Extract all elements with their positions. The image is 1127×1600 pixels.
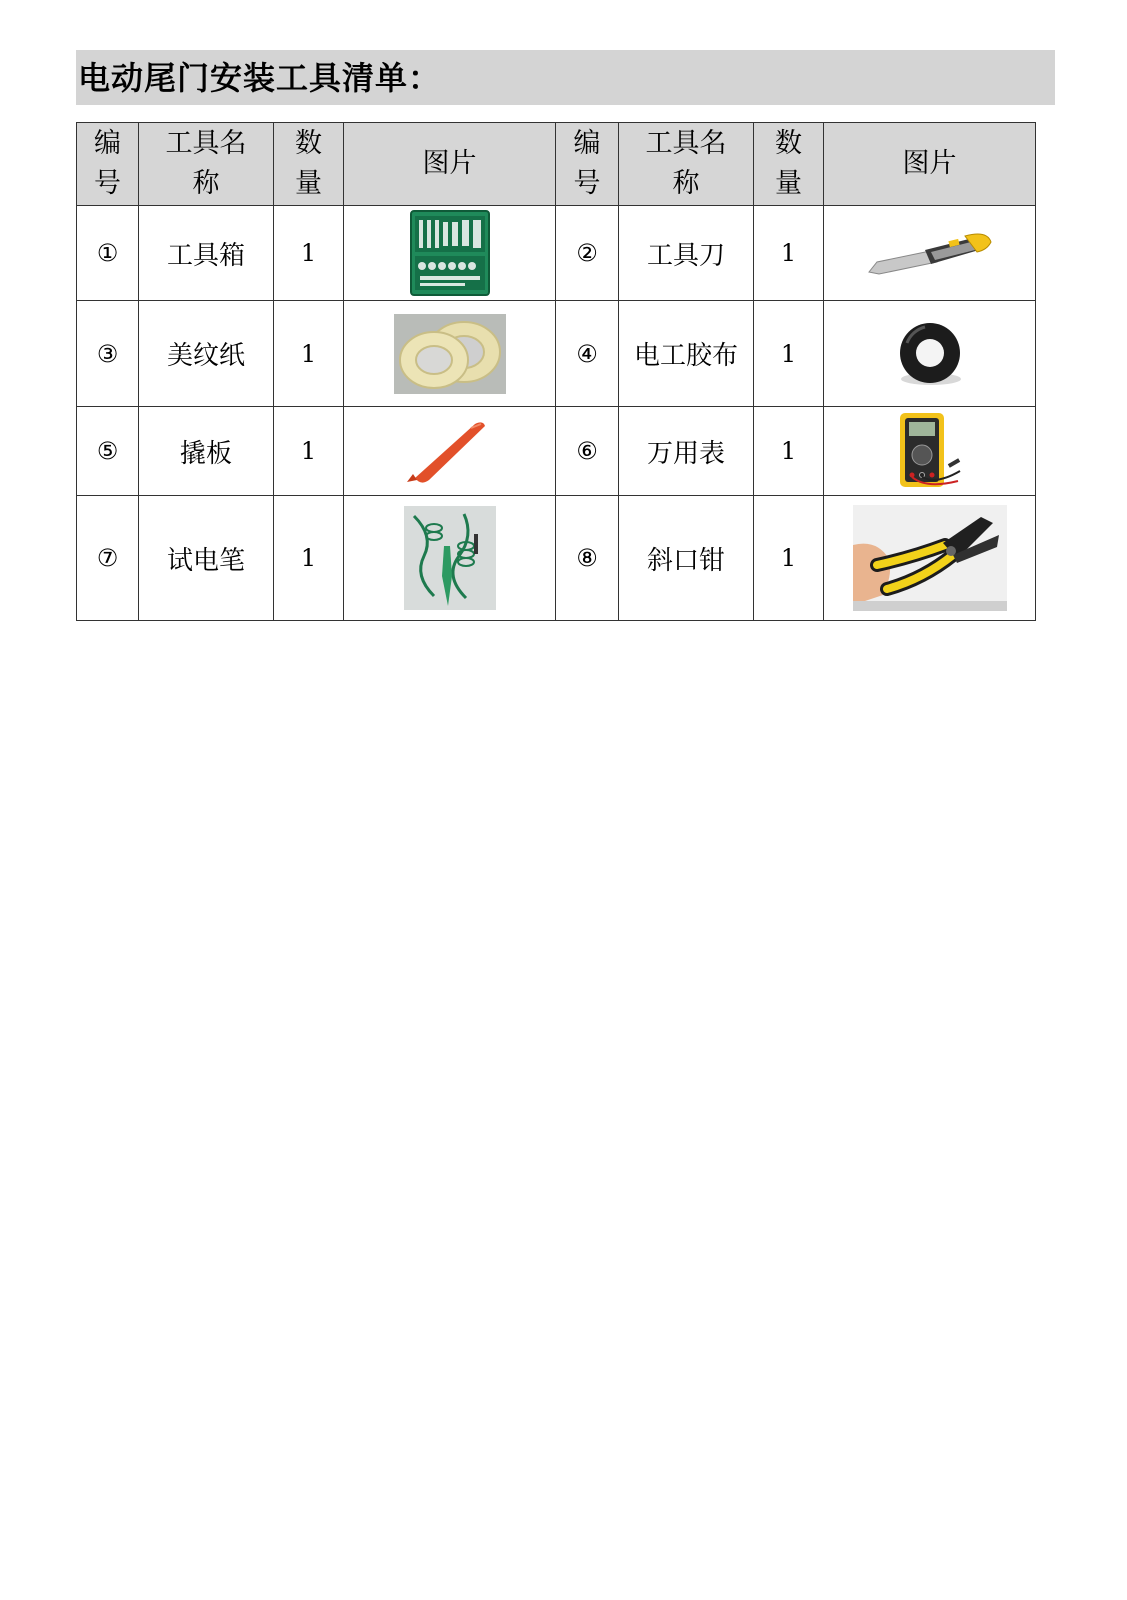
header-picture: 图片 (824, 123, 1036, 206)
header-qty-line1: 数 (295, 128, 322, 159)
header-name (139, 123, 274, 206)
item-number: ③ (77, 301, 139, 407)
electrical-tape-icon (895, 319, 965, 389)
header-number-line2: 号 (573, 168, 601, 199)
table-header-row (77, 123, 1036, 206)
header-number-line1: 编 (94, 128, 121, 159)
item-quantity: 1 (754, 301, 824, 407)
item-picture (824, 407, 1036, 496)
item-quantity: 1 (754, 496, 824, 621)
item-quantity: 1 (274, 301, 344, 407)
item-number: ① (77, 206, 139, 301)
item-picture (344, 206, 556, 301)
pry-tool-icon (405, 416, 495, 486)
header-qty-line2: 量 (295, 168, 322, 199)
header-name-line2: 称 (192, 168, 220, 199)
item-number: ⑤ (77, 407, 139, 496)
header-picture: 图片 (344, 123, 556, 206)
tool-list-table (76, 122, 1036, 621)
item-picture (824, 206, 1036, 301)
header-number (556, 123, 619, 206)
item-picture (824, 301, 1036, 407)
toolbox-icon (410, 210, 490, 296)
item-quantity: 1 (754, 407, 824, 496)
page-title: 电动尾门安装工具清单： (78, 59, 442, 97)
item-name: 试电笔 (139, 496, 274, 621)
title-bar (76, 50, 1055, 105)
test-pen-icon (404, 506, 496, 610)
item-number: ② (556, 206, 619, 301)
header-number-line2: 号 (94, 168, 121, 199)
item-number: ⑥ (556, 407, 619, 496)
item-name: 电工胶布 (619, 301, 754, 407)
diagonal-pliers-icon (853, 505, 1007, 611)
item-name: 斜口钳 (619, 496, 754, 621)
table-row (77, 301, 1036, 407)
utility-knife-icon (865, 228, 995, 278)
item-quantity: 1 (274, 496, 344, 621)
header-number (77, 123, 139, 206)
item-name: 美纹纸 (139, 301, 274, 407)
header-number-line1: 编 (573, 128, 601, 159)
header-qty (754, 123, 824, 206)
item-name: 撬板 (139, 407, 274, 496)
table-row (77, 407, 1036, 496)
item-picture (824, 496, 1036, 621)
header-qty (274, 123, 344, 206)
item-name: 万用表 (619, 407, 754, 496)
table-row (77, 496, 1036, 621)
table-row (77, 206, 1036, 301)
header-name (619, 123, 754, 206)
header-qty-line2: 量 (775, 168, 802, 199)
item-picture (344, 407, 556, 496)
item-number: ⑧ (556, 496, 619, 621)
header-name-line1: 工具名 (645, 128, 727, 159)
multimeter-icon (896, 411, 964, 491)
item-number: ④ (556, 301, 619, 407)
item-quantity: 1 (274, 407, 344, 496)
item-number: ⑦ (77, 496, 139, 621)
header-name-line1: 工具名 (165, 128, 247, 159)
item-quantity: 1 (274, 206, 344, 301)
header-name-line2: 称 (672, 168, 700, 199)
item-picture (344, 301, 556, 407)
header-qty-line1: 数 (775, 128, 802, 159)
item-name: 工具刀 (619, 206, 754, 301)
masking-tape-icon (394, 314, 506, 394)
item-name: 工具箱 (139, 206, 274, 301)
item-picture (344, 496, 556, 621)
item-quantity: 1 (754, 206, 824, 301)
